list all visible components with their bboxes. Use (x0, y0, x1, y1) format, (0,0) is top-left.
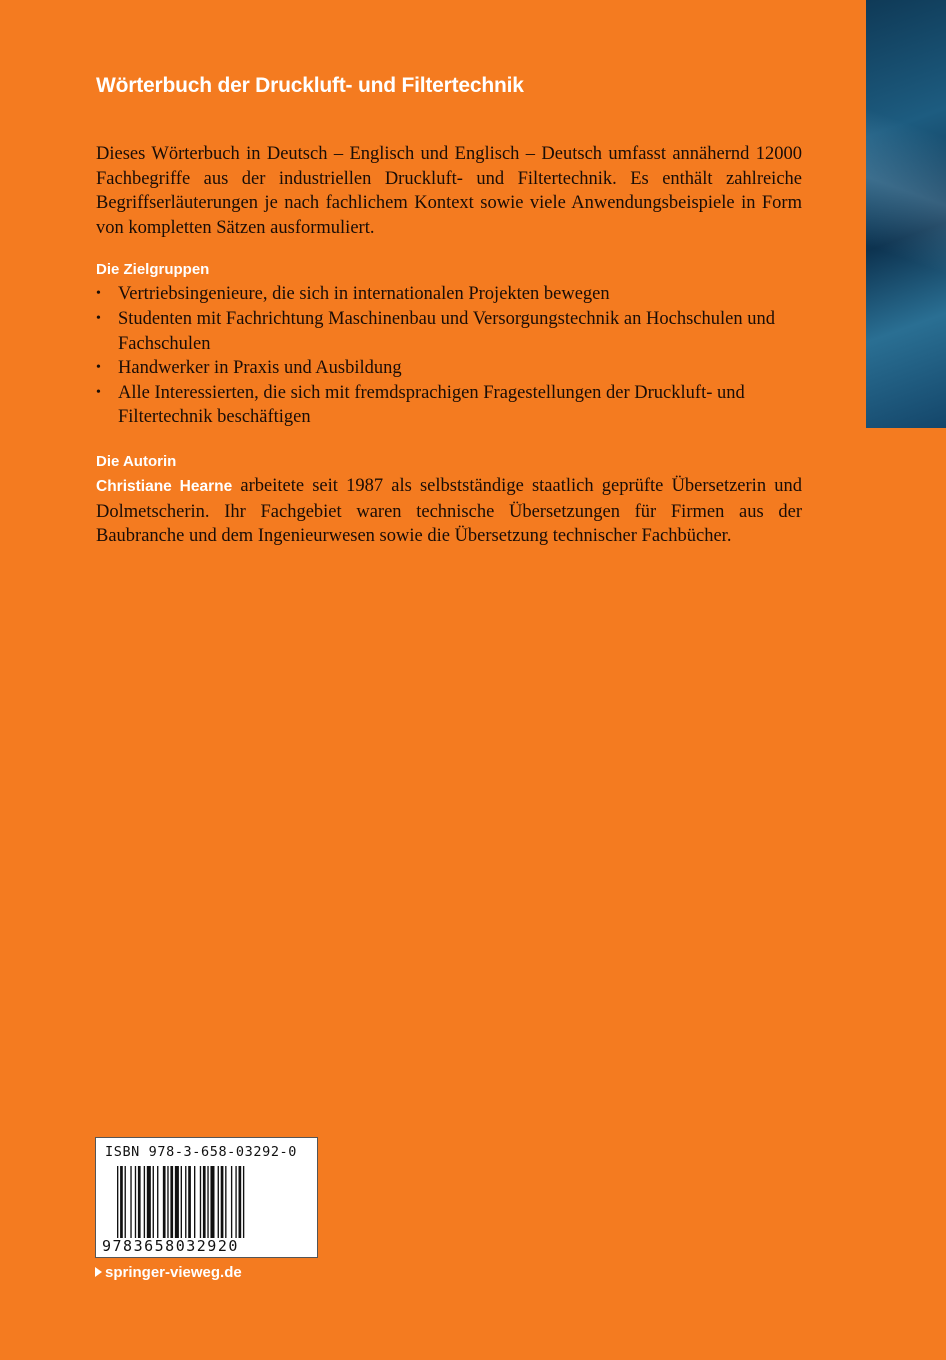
bullet-icon: • (96, 310, 101, 326)
publisher-link[interactable] (95, 1264, 242, 1281)
author-bio: arbeitete seit 1987 als selbstständige staatlich geprüfte Übersetzerin und Dolmetscherin. Ihr Fachgebiet waren technische Übersetzungen für Firmen aus der Baubranche und dem Ingenieurwesen sowie die Übersetzung technischer Fachbücher. (96, 475, 802, 547)
intro-paragraph: Dieses Wörterbuch in Deutsch – Englisch und Englisch – Deutsch umfasst annähernd 12000 Fachbegriffe aus der industriellen Druckluft- und Filtertechnik. Es enthält zahlreiche Begriffserläuterungen je nach fachlichem Kontext sowie viele Anwendungsbeispiele in Form von kompletten Sätzen ausformuliert. (96, 144, 802, 238)
publisher-url: springer-vieweg.de (105, 1264, 242, 1281)
isbn-barcode (95, 1137, 318, 1258)
author-name: Christiane Hearne (96, 477, 233, 495)
list-item (96, 307, 802, 356)
bullet-icon: • (96, 384, 101, 400)
back-cover-text (96, 74, 802, 549)
list-item (96, 381, 802, 430)
list-item-text: Vertriebsingenieure, die sich in internationalen Projekten bewegen (118, 284, 610, 305)
list-item-text: Studenten mit Fachrichtung Maschinenbau und Versorgungstechnik an Hochschulen und Fachschulen (118, 308, 775, 354)
target-groups-list (96, 282, 802, 430)
cover-image-strip (866, 0, 946, 428)
isbn-label: ISBN 978-3-658-03292-0 (105, 1144, 298, 1160)
list-item (96, 356, 802, 381)
barcode-icon (117, 1166, 311, 1238)
author-section (96, 453, 802, 549)
barcode-digits: 9783658032920 (102, 1237, 239, 1255)
author-heading: Die Autorin (96, 452, 177, 470)
bullet-icon: • (96, 286, 101, 302)
target-groups-heading: Die Zielgruppen (96, 261, 210, 279)
bullet-icon: • (96, 360, 101, 376)
list-item (96, 282, 802, 307)
arrow-right-icon (95, 1267, 102, 1277)
list-item-text: Alle Interessierten, die sich mit fremdsprachigen Fragestellungen der Druckluft- und Filtertechnik beschäftigen (118, 382, 745, 428)
book-title: Wörterbuch der Druckluft- und Filtertechnik (96, 74, 524, 97)
list-item-text: Handwerker in Praxis und Ausbildung (118, 358, 402, 379)
author-paragraph (96, 474, 802, 549)
target-groups-section (96, 261, 802, 430)
